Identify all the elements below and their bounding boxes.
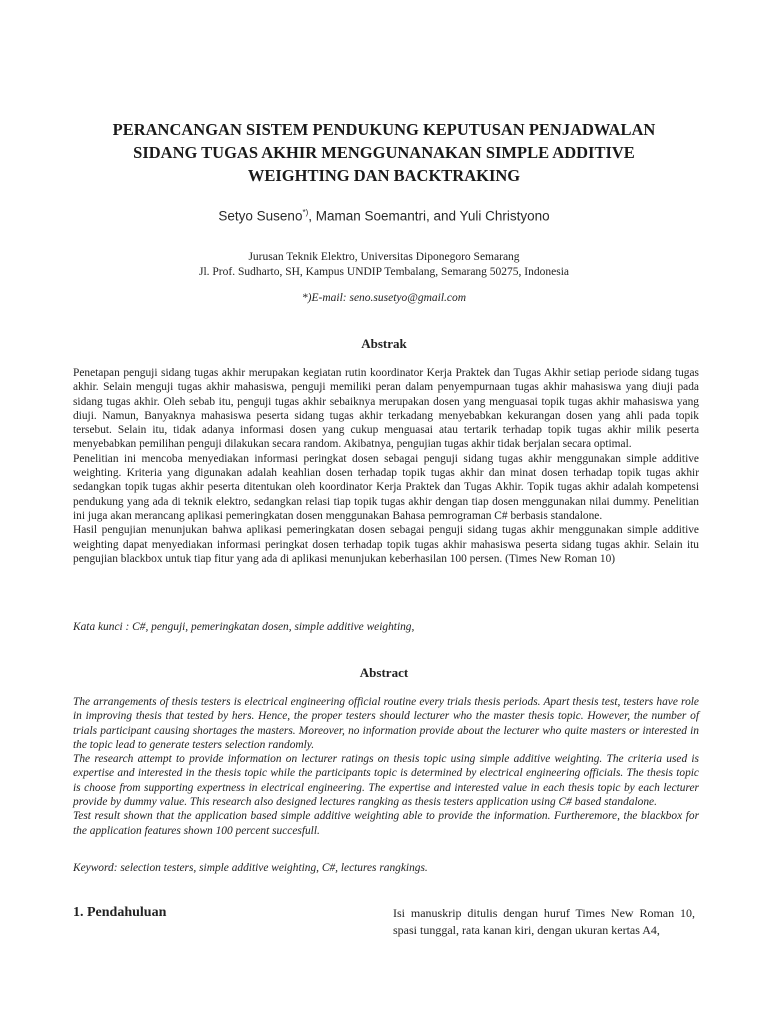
title-line-2: SIDANG TUGAS AKHIR MENGGUNANAKAN SIMPLE ADDITIVE xyxy=(133,143,635,162)
section-heading: 1. Pendahuluan xyxy=(73,905,167,920)
section-body: Isi manuskrip ditulis dengan huruf Times New Roman 10, spasi tunggal, rata kanan kiri, dengan ukuran kertas A4, xyxy=(393,906,695,937)
title-line-1: PERANCANGAN SISTEM PENDUKUNG KEPUTUSAN PENJADWALAN xyxy=(112,120,656,139)
abstract-body xyxy=(73,695,699,838)
abstrak-paragraph: Hasil pengujian menunjukan bahwa aplikasi pemeringkatan dosen sebagai penguji sidang tugas akhir menggunakan simple additive weighting dapat menyediakan informasi peringkat dosen terhadap topik tugas akhir mahasiswa peserta sidang tugas akhir. Selain itu pengujian blackbox untuk tiap fitur yang ada di aplikasi menunjukan keberhasilan 100 persen. (Times New Roman 10) xyxy=(73,524,699,565)
abstrak-heading: Abstrak xyxy=(361,336,407,351)
abstract-paragraph: Test result shown that the application based simple additive weighting able to provide the information. Furtheremore, the blackbox for the application features shown 100 percent succesfull. xyxy=(73,810,699,837)
affiliation-line-2: Jl. Prof. Sudharto, SH, Kampus UNDIP Tembalang, Semarang 50275, Indonesia xyxy=(198,266,570,278)
keywords: Keyword: selection testers, simple additive weighting, C#, lectures rangkings. xyxy=(73,862,428,874)
kata-kunci: Kata kunci : C#, penguji, pemeringkatan dosen, simple additive weighting, xyxy=(73,621,415,633)
paper-title xyxy=(90,118,678,187)
first-author: Setyo Suseno xyxy=(218,208,303,224)
corresponding-mark: *) xyxy=(302,208,309,217)
affiliation xyxy=(100,250,668,280)
abstract-paragraph: The research attempt to provide information on lecturer ratings on thesis topic using simple additive weighting. The criteria used is expertise and interested in the thesis topic while the participants topic is determined by electrical engineering officials. The thesis topic is choose from supporting expertness in electrical engineering. The expertise and interested value in each thesis topic by each lecturer provide by dummy value. This research also designed lectures rangking as thesis testers application using C# based standalone. xyxy=(73,753,699,809)
abstract-heading: Abstract xyxy=(359,665,409,680)
abstrak-body xyxy=(73,366,699,566)
abstrak-paragraph: Penetapan penguji sidang tugas akhir merupakan kegiatan rutin koordinator Kerja Praktek dan Tugas Akhir setiap periode sidang tugas akhir. Selain menguji tugas akhir mahasiswa, penguji memiliki peran dalam penyempurnaan tugas akhir mahasiswa yang diuji pada sidang tugas akhir. Oleh sebab itu, penguji tugas akhir sebaiknya merupakan dosen yang menguasai topik tugas akhir mahasiswa yang diuji. Namun, Banyaknya mahasiswa peserta sidang tugas akhir terkadang menyebabkan kekurangan dosen yang ahli pada topik tersebut. Selain itu, tidak adanya informasi dosen yang cukup menguasai atau tertarik terhadap topik tugas akhir milik peserta menyebabkan pemilihan penguji dilakukan secara random. Akibatnya, pengujian tugas akhir tidak berjalan secara optimal. xyxy=(73,367,699,451)
author-list xyxy=(100,208,668,224)
author-email: *)E-mail: seno.susetyo@gmail.com xyxy=(301,292,467,304)
affiliation-line-1: Jurusan Teknik Elektro, Universitas Diponegoro Semarang xyxy=(248,251,520,263)
title-line-3: WEIGHTING DAN BACKTRAKING xyxy=(247,166,521,185)
abstract-paragraph: The arrangements of thesis testers is electrical engineering official routine every trials thesis periods. Apart thesis test, testers have role in improving thesis that tested by hers. Hence, the proper testers should lecturer who the master thesis topic. However, the number of trials participant causing shortages the masters. Moreover, no information provide about the lecturer who quite masters or interested in the topic lead to generate testers selection randomly. xyxy=(73,696,699,751)
other-authors: , Maman Soemantri, and Yuli Christyono xyxy=(308,208,550,224)
abstrak-paragraph: Penelitian ini mencoba menyediakan informasi peringkat dosen sebagai penguji sidang tugas akhir menggunakan simple additive weighting. Kriteria yang digunakan adalah keahlian dosen terhadap topik tugas akhir dan minat dosen terhadap topik tugas akhir sedangkan topik tugas akhir peserta ditentukan oleh koordinator Kerja Praktek dan Tugas Akhir. Topik tugas akhir adalah kompetensi pendukung yang ada di teknik elektro, sedangkan relasi tiap topik tugas akhir dengan tiap dosen menggunakan nilai dummy. Penelitian ini juga akan merancang aplikasi pemeringkatan dosen menggunakan Bahasa pemrograman C# berbasis standalone. xyxy=(73,452,699,522)
